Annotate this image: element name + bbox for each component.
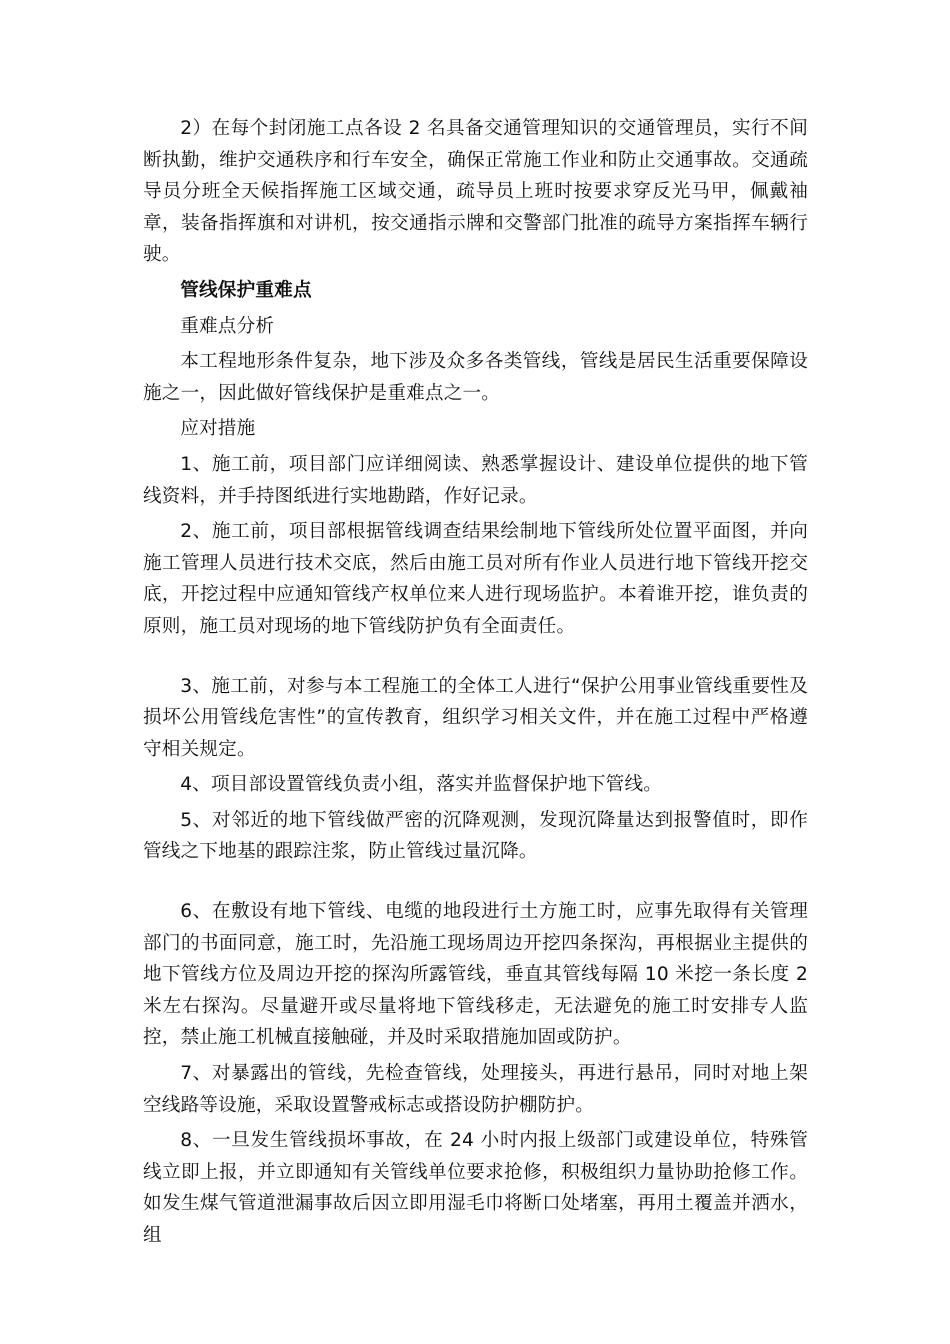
subheading-measures: 应对措施 xyxy=(180,418,256,440)
measure-item-2: 2、施工前，项目部根据管线调查结果绘制地下管线所处位置平面图，并向施工管理人员进行技术交底，然后由施工员对所有作业人员进行地下管线开挖交底，开挖过程中应通知管线产权单位来人进行现场监护。本着谁开挖，谁负责的原则，施工员对现场的地下管线防护负有全面责任。 xyxy=(143,521,808,637)
measure-item-3: 3、施工前，对参与本工程施工的全体工人进行“保护公用事业管线重要性及损坏公用管线危害性”的宣传教育，组织学习相关文件，并在施工过程中严格遵守相关规定。 xyxy=(143,675,808,760)
section-heading-pipeline-protection: 管线保护重难点 xyxy=(180,279,312,301)
paragraph-analysis: 本工程地形条件复杂，地下涉及众多各类管线，管线是居民生活重要保障设施之一，因此做好管线保护是重难点之一。 xyxy=(143,351,808,404)
measure-item-1: 1、施工前，项目部门应详细阅读、熟悉掌握设计、建设单位提供的地下管线资料，并手持图纸进行实地勘踏，作好记录。 xyxy=(143,453,808,507)
measure-item-6: 6、在敷设有地下管线、电缆的地段进行土方施工时，应事先取得有关管理部门的书面同意，施工时，先沿施工现场周边开挖四条探沟，再根据业主提供的地下管线方位及周边开挖的探沟所露管线，垂直其管线每隔 10 米挖一条长度 2 米左右探沟。尽量避开或尽量将地下管线移走，无法避免的施工时安排专人监控，禁止施工机械直接触碰，并及时采取措施加固或防护。 xyxy=(143,901,808,1049)
measure-item-7: 7、对暴露出的管线，先检查管线，处理接头，再进行悬吊，同时对地上架空线路等设施，采取设置警戒标志或搭设防护棚防护。 xyxy=(143,1063,808,1116)
paragraph-traffic-management: 2）在每个封闭施工点各设 2 名具备交通管理知识的交通管理员，实行不间断执勤，维护交通秩序和行车安全，确保正常施工作业和防止交通事故。交通疏导员分班全天候指挥施工区域交通，疏导员上班时按要求穿反光马甲，佩戴袖章，装备指挥旗和对讲机，按交通指示牌和交警部门批准的疏导方案指挥车辆行驶。 xyxy=(143,118,808,266)
measure-item-5: 5、对邻近的地下管线做严密的沉降观测，发现沉降量达到报警值时，即作管线之下地基的跟踪注浆，防止管线过量沉降。 xyxy=(143,809,808,863)
subheading-analysis: 重难点分析 xyxy=(180,315,275,337)
measure-item-8: 8、一旦发生管线损坏事故，在 24 小时内报上级部门或建设单位，特殊管线立即上报，并立即通知有关管线单位要求抢修，积极组织力量协助抢修工作。如发生煤气管道泄漏事故后因立即用湿毛巾将断口处堵塞，再用土覆盖并洒水，组 xyxy=(143,1130,808,1246)
document-page xyxy=(143,113,808,1256)
measure-item-4: 4、项目部设置管线负责小组，落实并监督保护地下管线。 xyxy=(180,774,663,796)
